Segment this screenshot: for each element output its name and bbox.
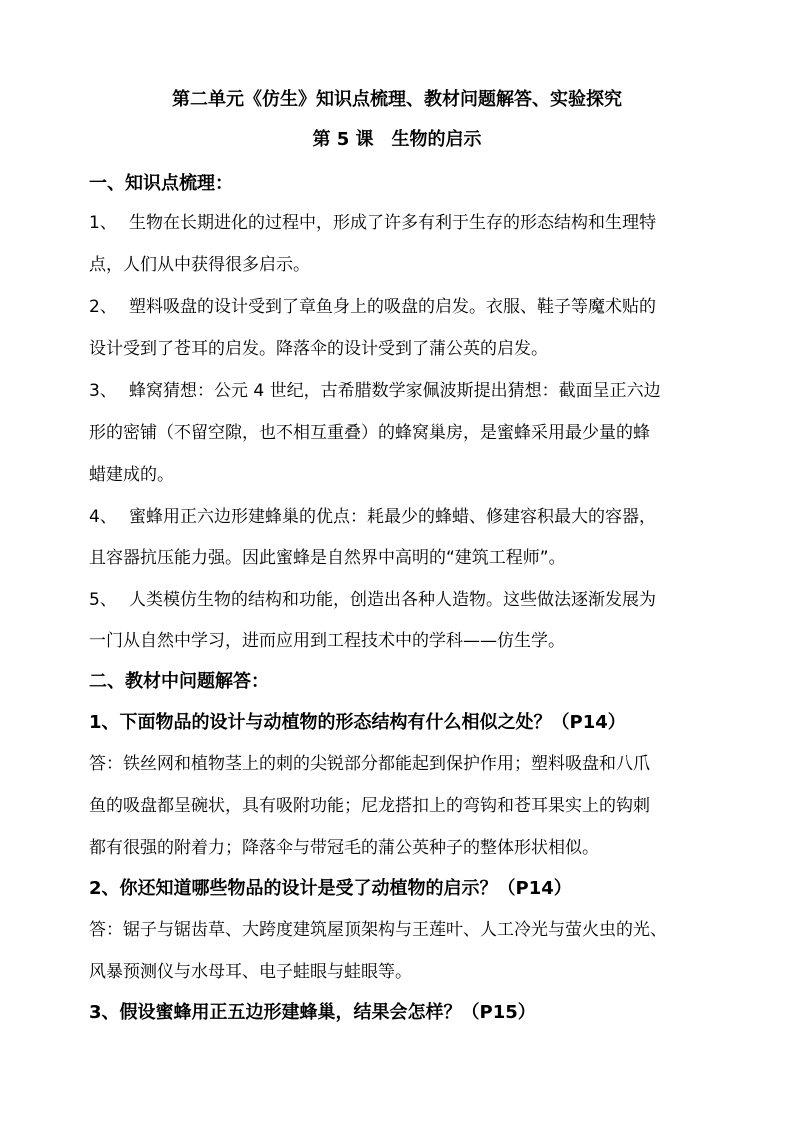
answer-1-line-2: 鱼的吸盘都呈碗状，具有吸附功能；尼龙搭扣上的弯钩和苍耳果实上的钩刺: [89, 796, 650, 816]
point-4-line-2: 且容器抗压能力强。因此蜜蜂是自然界中高明的“建筑工程师”。: [89, 548, 566, 568]
point-number: 2、: [89, 297, 117, 317]
point-text: 蜜蜂用正六边形建蜂巢的优点：耗最少的蜂蜡、修建容积最大的容器，: [129, 507, 656, 527]
point-4-line-1: [89, 505, 656, 529]
point-text: 塑料吸盘的设计受到了章鱼身上的吸盘的启发。衣服、鞋子等魔术贴的: [129, 297, 656, 317]
document-title: 第二单元《仿生》知识点梳理、教材问题解答、实验探究: [172, 89, 622, 110]
answer-1-line-3: 都有很强的附着力；降落伞与带冠毛的蒲公英种子的整体形状相似。: [89, 838, 599, 858]
point-3-line-1: [89, 379, 661, 403]
point-2-line-1: [89, 295, 656, 319]
answer-2-line-2: 风暴预测仪与水母耳、电子蛙眼与蛙眼等。: [89, 962, 412, 982]
question-3: 3、假设蜜蜂用正五边形建蜂巢，结果会怎样？（P15）: [89, 1002, 536, 1023]
answer-2-line-1: 答：锯子与锯齿草、大跨度建筑屋顶架构与王莲叶、人工冷光与萤火虫的光、: [89, 920, 667, 940]
question-1: 1、下面物品的设计与动植物的形态结构有什么相似之处？（P14）: [89, 712, 626, 733]
point-number: 4、: [89, 507, 117, 527]
point-text: 蜂窝猜想：公元 4 世纪，古希腊数学家佩波斯提出猜想：截面呈正六边: [129, 381, 661, 401]
point-text: 人类模仿生物的结构和功能，创造出各种人造物。这些做法逐渐发展为: [129, 590, 656, 610]
point-number: 3、: [89, 381, 117, 401]
point-2-line-2: 设计受到了苍耳的启发。降落伞的设计受到了蒲公英的启发。: [89, 339, 548, 359]
point-5-line-1: [89, 588, 656, 612]
lesson-title: 第 5 课 生物的启示: [312, 129, 482, 150]
section-heading-knowledge: 一、知识点梳理：: [89, 173, 233, 194]
point-3-line-3: 蜡建成的。: [89, 465, 174, 485]
point-text: 生物在长期进化的过程中，形成了许多有利于生存的形态结构和生理特: [129, 213, 656, 233]
section-heading-answers: 二、教材中问题解答：: [89, 671, 269, 692]
point-number: 1、: [89, 213, 117, 233]
point-1-line-1: [89, 211, 656, 235]
point-number: 5、: [89, 590, 117, 610]
point-3-line-2: 形的密铺（不留空隙，也不相互重叠）的蜂窝巢房，是蜜蜂采用最少量的蜂: [89, 423, 650, 443]
point-5-line-2: 一门从自然中学习，进而应用到工程技术中的学科——仿生学。: [89, 631, 565, 651]
question-2: 2、你还知道哪些物品的设计是受了动植物的启示？（P14）: [89, 878, 572, 899]
answer-1-line-1: 答：铁丝网和植物茎上的刺的尖锐部分都能起到保护作用；塑料吸盘和八爪: [89, 754, 650, 774]
point-1-line-2: 点，人们从中获得很多启示。: [89, 255, 310, 275]
